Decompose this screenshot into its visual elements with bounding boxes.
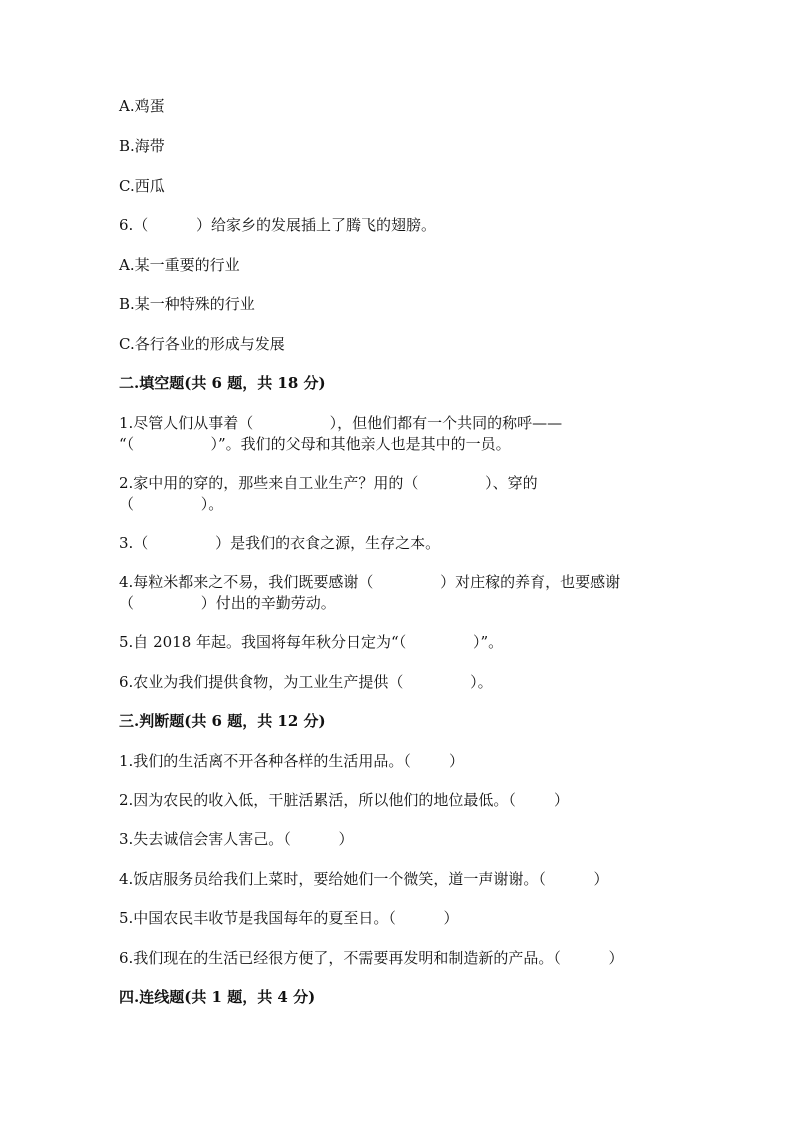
fill-q2-line2: （ ）。	[119, 495, 224, 513]
section3-heading: 三.判断题(共 6 题，共 12 分)	[119, 712, 326, 730]
judge-q6: 6.我们现在的生活已经很方便了，不需要再发明和制造新的产品。（ ）	[119, 949, 624, 967]
fill-q6: 6.农业为我们提供食物，为工业生产提供（ ）。	[119, 673, 493, 691]
fill-q5: 5.自 2018 年起。我国将每年秋分日定为“（ ）”。	[119, 633, 504, 651]
q6-stem: 6.（ ）给家乡的发展插上了腾飞的翅膀。	[119, 216, 436, 234]
judge-q1: 1.我们的生活离不开各种各样的生活用品。（ ）	[119, 752, 464, 770]
fill-q2-line1: 2.家中用的穿的，那些来自工业生产？用的（ ）、穿的	[119, 474, 538, 492]
q6-option-b: B.某一种特殊的行业	[119, 295, 255, 313]
fill-q4-line1: 4.每粒米都来之不易，我们既要感谢（ ）对庄稼的养育，也要感谢	[119, 573, 621, 591]
section4-heading: 四.连线题(共 1 题，共 4 分)	[119, 988, 316, 1006]
fill-q4-line2: （ ）付出的辛勤劳动。	[119, 594, 336, 612]
judge-q4: 4.饭店服务员给我们上菜时，要给她们一个微笑，道一声谢谢。（ ）	[119, 870, 609, 888]
fill-q3: 3.（ ）是我们的衣食之源，生存之本。	[119, 534, 441, 552]
section2-heading: 二.填空题(共 6 题，共 18 分)	[119, 374, 326, 392]
fill-q1-line1: 1.尽管人们从事着（ ），但他们都有一个共同的称呼——	[119, 414, 563, 432]
q5-option-b: B.海带	[119, 137, 165, 155]
q5-option-c: C.西瓜	[119, 177, 165, 195]
judge-q5: 5.中国农民丰收节是我国每年的夏至日。（ ）	[119, 909, 459, 927]
q6-option-c: C.各行各业的形成与发展	[119, 335, 285, 353]
q5-option-a: A.鸡蛋	[119, 97, 165, 115]
fill-q1-line2: “（ ）”。我们的父母和其他亲人也是其中的一员。	[119, 435, 511, 453]
q6-option-a: A.某一重要的行业	[119, 256, 240, 274]
judge-q2: 2.因为农民的收入低，干脏活累活，所以他们的地位最低。（ ）	[119, 791, 569, 809]
judge-q3: 3.失去诚信会害人害己。（ ）	[119, 830, 354, 848]
